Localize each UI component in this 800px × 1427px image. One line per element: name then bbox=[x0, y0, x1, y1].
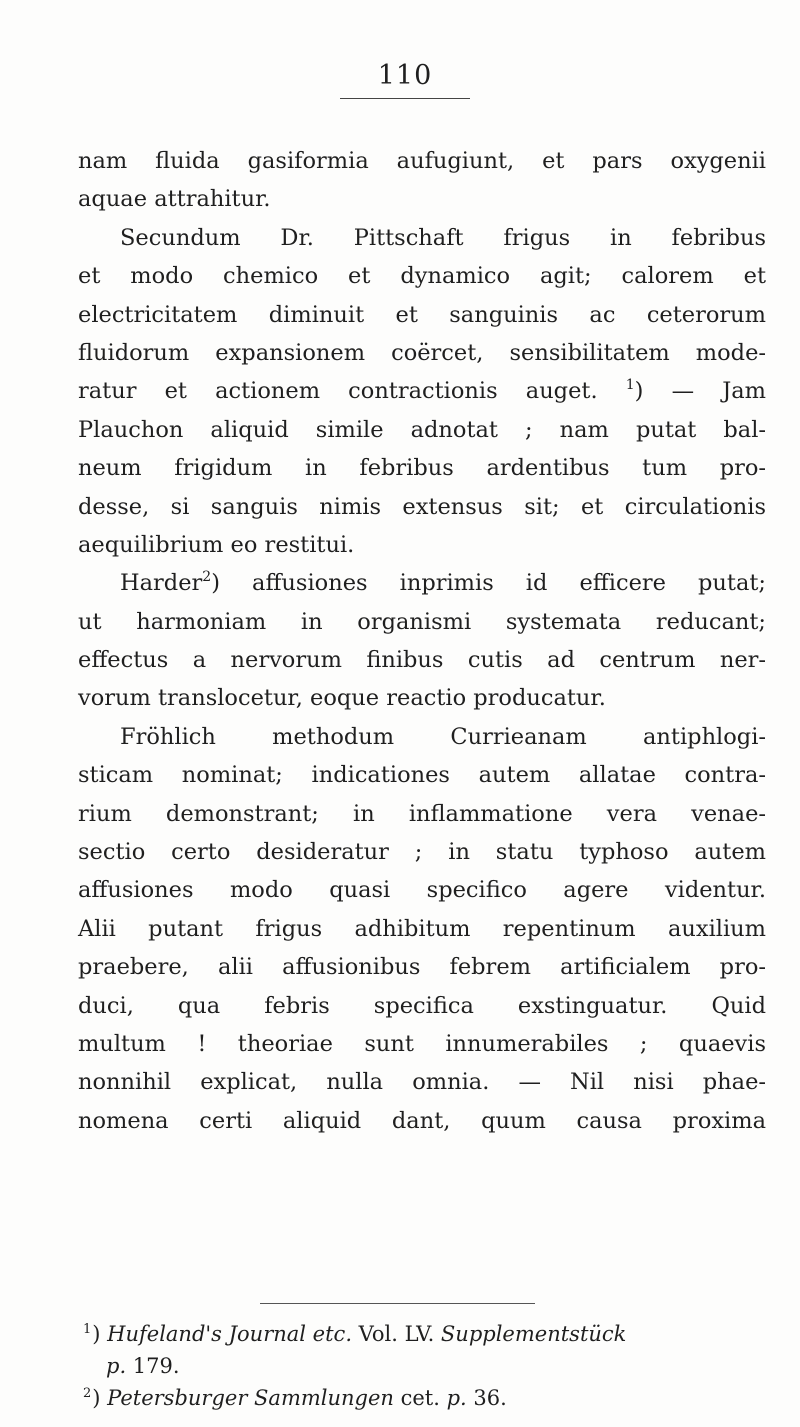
text-line: praebere, alii affusionibus febrem artificialem pro- bbox=[78, 954, 766, 981]
text-line: et modo chemico et dynamico agit; calorem et bbox=[78, 263, 766, 290]
text-line: vorum translocetur, eoque reactio producatur. bbox=[78, 685, 606, 712]
text-line: neum frigidum in febribus ardentibus tum pro- bbox=[78, 455, 766, 482]
text-line: aequilibrium eo restitui. bbox=[78, 531, 355, 558]
footnote-1 bbox=[83, 1318, 766, 1350]
footnote-2 bbox=[83, 1382, 766, 1414]
footnote-paren: ) bbox=[92, 1386, 108, 1410]
text-line: ut harmoniam in organismi systemata reducant; bbox=[78, 608, 766, 635]
text-line: Fröhlich methodum Currieanam antiphlogi- bbox=[120, 723, 766, 750]
text-line: sectio certo desideratur ; in statu typhoso autem bbox=[78, 839, 766, 866]
text-line: duci, qua febris specifica exstinguatur. Quid bbox=[78, 992, 766, 1019]
text-line-with-footnote-ref bbox=[78, 564, 766, 602]
text-line: fluidorum expansionem coërcet, sensibilitatem mode- bbox=[78, 339, 766, 366]
footnote-text: Vol. LV. bbox=[352, 1322, 441, 1346]
line-text: ) affusiones inprimis id efficere putat; bbox=[211, 570, 766, 597]
footnote-mark: 1 bbox=[83, 1322, 92, 1337]
text-line: Alii putant frigus adhibitum repentinum auxilium bbox=[78, 915, 766, 942]
body-text bbox=[78, 142, 766, 1140]
footnote-page-abbrev: p. bbox=[106, 1354, 127, 1378]
text-line: rium demonstrant; in inflammatione vera venae- bbox=[78, 800, 766, 827]
footnote-source: Supplementstück bbox=[440, 1322, 627, 1346]
text-line: affusiones modo quasi specifico agere videntur. bbox=[78, 877, 766, 904]
text-line: multum ! theoriae sunt innumerabiles ; quaevis bbox=[78, 1030, 766, 1057]
footnote-source: Hufeland's Journal etc. bbox=[107, 1322, 352, 1346]
line-text: ) — Jam bbox=[634, 378, 766, 405]
text-line: effectus a nervorum finibus cutis ad centrum ner- bbox=[78, 647, 766, 674]
footnote-mark: 2 bbox=[83, 1386, 92, 1401]
footnote-page-number: 179. bbox=[126, 1354, 180, 1378]
footnote-1-continuation bbox=[83, 1350, 766, 1382]
text-line: nonnihil explicat, nulla omnia. — Nil nisi phae- bbox=[78, 1069, 766, 1096]
footnote-page-abbrev: p. bbox=[446, 1386, 467, 1410]
footnotes bbox=[83, 1318, 766, 1414]
text-line: electricitatem diminuit et sanguinis ac ceterorum bbox=[78, 301, 766, 328]
text-line: aquae attrahitur. bbox=[78, 186, 271, 213]
footnote-ref: 2 bbox=[202, 569, 212, 586]
text-line: nam fluida gasiformia aufugiunt, et pars oxygenii bbox=[78, 148, 766, 174]
header-rule bbox=[340, 98, 470, 99]
footnote-paren: ) bbox=[92, 1322, 108, 1346]
text-line: sticam nominat; indicationes autem allatae contra- bbox=[78, 762, 766, 789]
footnote-source: Petersburger Sammlungen bbox=[107, 1386, 394, 1410]
text-line: desse, si sanguis nimis extensus sit; et circulationis bbox=[78, 493, 766, 520]
page-number: 110 bbox=[377, 60, 433, 91]
line-text: ratur et actionem contractionis auget. bbox=[78, 378, 626, 405]
text-line: nomena certi aliquid dant, quum causa proxima bbox=[78, 1107, 766, 1134]
footnote-text: cet. bbox=[393, 1386, 447, 1410]
footnote-page-number: 36. bbox=[466, 1386, 507, 1410]
footnote-ref: 1 bbox=[625, 377, 635, 394]
text-line: Plauchon aliquid simile adnotat ; nam putat bal- bbox=[78, 416, 766, 443]
line-text: Harder bbox=[120, 570, 203, 597]
text-line-with-footnote-ref bbox=[78, 372, 766, 410]
text-line: Secundum Dr. Pittschaft frigus in febribus bbox=[120, 224, 766, 251]
footnote-rule bbox=[260, 1303, 535, 1304]
